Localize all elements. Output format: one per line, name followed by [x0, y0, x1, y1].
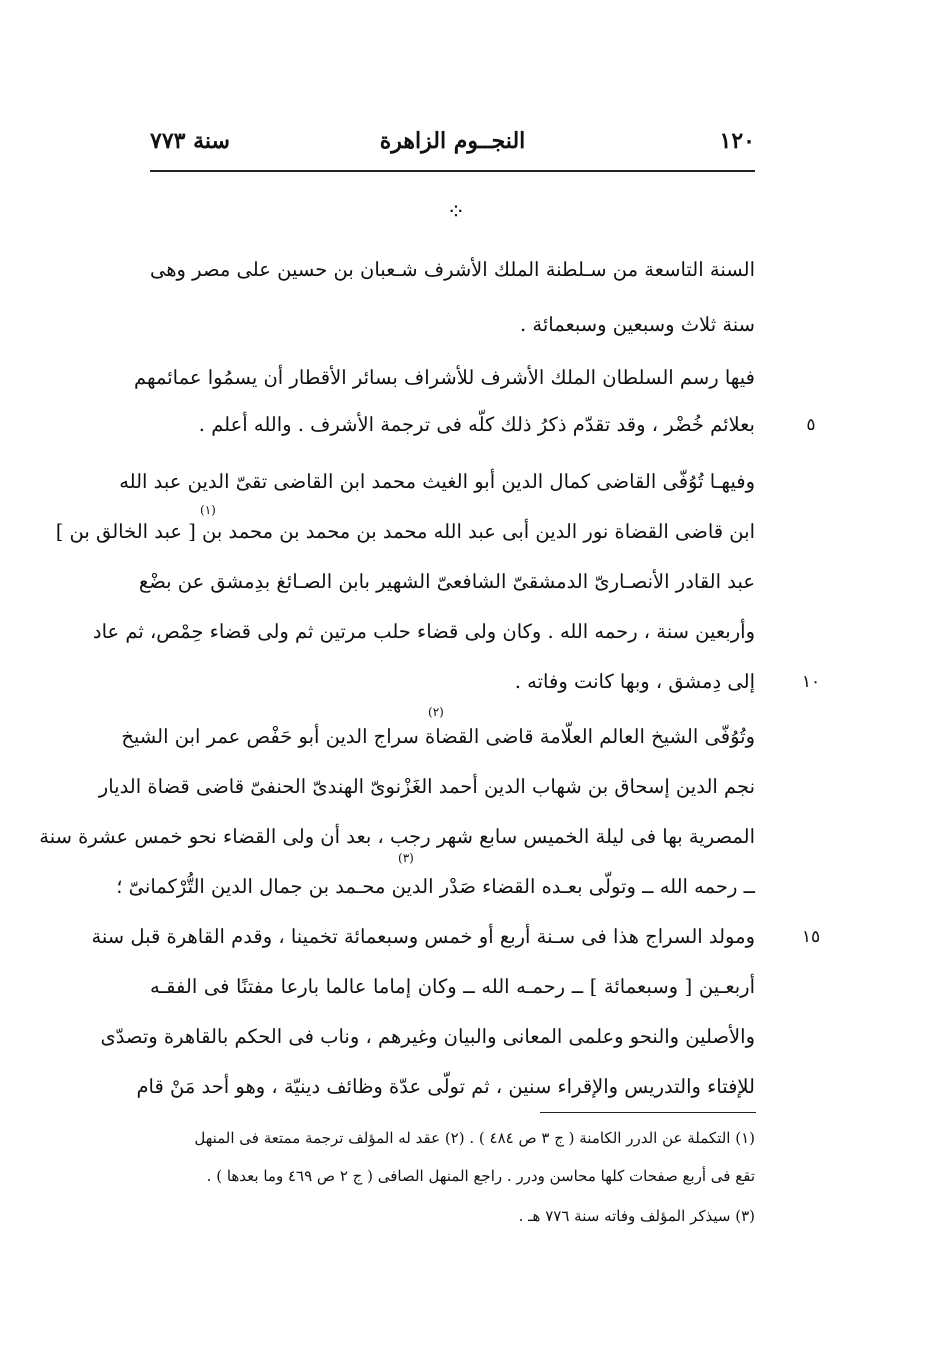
text-line: السنة التاسعة من سـلطنة الملك الأشرف شـعبان بن حسين على مصر وهى — [150, 258, 755, 281]
running-title: النجــوم الزاهرة — [379, 128, 526, 154]
footnote-marker: (٢) — [428, 705, 444, 719]
text-line: فيها رسم السلطان الملك الأشرف للأشراف بسائر الأقطار أن يسمُوا عمائمهم — [133, 366, 755, 389]
page-number: ١٢٠ — [719, 128, 755, 154]
text-line: عبد القادر الأنصـارىّ الدمشقىّ الشافعىّ الشهير بابن الصـائغ بدِمشق عن بضْع — [138, 570, 755, 593]
text-line: وأربعين سنة ، رحمه الله . وكان ولى قضاء حلب مرتين ثم ولى قضاء حِمْص، ثم عاد — [92, 620, 755, 643]
text-line: ومولد السراج هذا فى سـنة أربع أو خمس وسبعمائة تخمينا ، وقدم القاهرة قبل سنة — [91, 925, 755, 948]
text-line: إلى دِمشق ، وبها كانت وفاته . — [514, 670, 755, 693]
text-line: نجم الدين إسحاق بن شهاب الدين أحمد الغَزْنوىّ الهندىّ الحنفىّ قاضى قضاة الديار — [98, 775, 755, 798]
text-line: ــ رحمه الله ــ وتولّى بعـده القضاء صَدْر الدين محـمد بن جمال الدين التُّرْكمانىّ ؛ — [116, 875, 755, 898]
text-line: سنة ثلاث وسبعين وسبعمائة . — [519, 313, 755, 336]
section-ornament: ⁘ — [446, 200, 466, 225]
text-line: بعلائم خُضْر ، وقد تقدّم ذكرُ ذلك كلّه فى ترجمة الأشرف . والله أعلم . — [198, 413, 755, 436]
text-line: للإفتاء والتدريس والإقراء سنين ، ثم تولّى عدّة وظائف دينيّة ، وهو أحد مَنْ قام — [136, 1075, 755, 1098]
line-number: ١٥ — [801, 927, 821, 947]
footnote-line: (٣) سيذكر المؤلف وفاته سنة ٧٧٦ هـ . — [518, 1207, 755, 1225]
footnote-rule — [540, 1112, 756, 1113]
footnote-marker: (٣) — [398, 851, 414, 865]
footnote-line: (١) التكملة عن الدرر الكامنة ( ج ٣ ص ٤٨٤ ) . (٢) عقد له المؤلف ترجمة ممتعة فى المنهل — [194, 1129, 755, 1147]
text-line: وتُوُفّى الشيخ العالم العلّامة قاضى القضاة سراج الدين أبو حَفْص عمر ابن الشيخ — [121, 725, 755, 748]
text-line: أربعـين [ وسبعمائة ] ــ رحمـه الله ــ وكان إماما عالما بارعا مفتنًا فى الفقـه — [150, 975, 755, 998]
text-line: والأصلين والنحو وعلمى المعانى والبيان وغيرهم ، وناب فى الحكم بالقاهرة وتصدّى — [100, 1025, 755, 1048]
line-number: ٥ — [806, 415, 816, 435]
footnote-line: تقع فى أربع صفحات كلها محاسن ودرر . راجع المنهل الصافى ( ج ٢ ص ٤٦٩ وما بعدها ) . — [206, 1167, 755, 1185]
text-line: وفيهـا تُوُفّى القاضى كمال الدين أبو الغيث محمد ابن القاضى تقىّ الدين عبد الله — [119, 470, 755, 493]
footnote-marker: (١) — [200, 503, 216, 517]
text-line: ابن قاضى القضاة نور الدين أبى عبد الله محمد بن محمد بن محمد بن [ عبد الخالق بن ] — [55, 520, 755, 543]
running-header — [150, 128, 755, 168]
header-year: سنة ٧٧٣ — [150, 128, 230, 154]
text-line: المصرية بها فى ليلة الخميس سابع شهر رجب ، بعد أن ولى القضاء نحو خمس عشرة سنة — [39, 825, 755, 848]
header-rule — [150, 170, 755, 172]
line-number: ١٠ — [801, 672, 821, 692]
